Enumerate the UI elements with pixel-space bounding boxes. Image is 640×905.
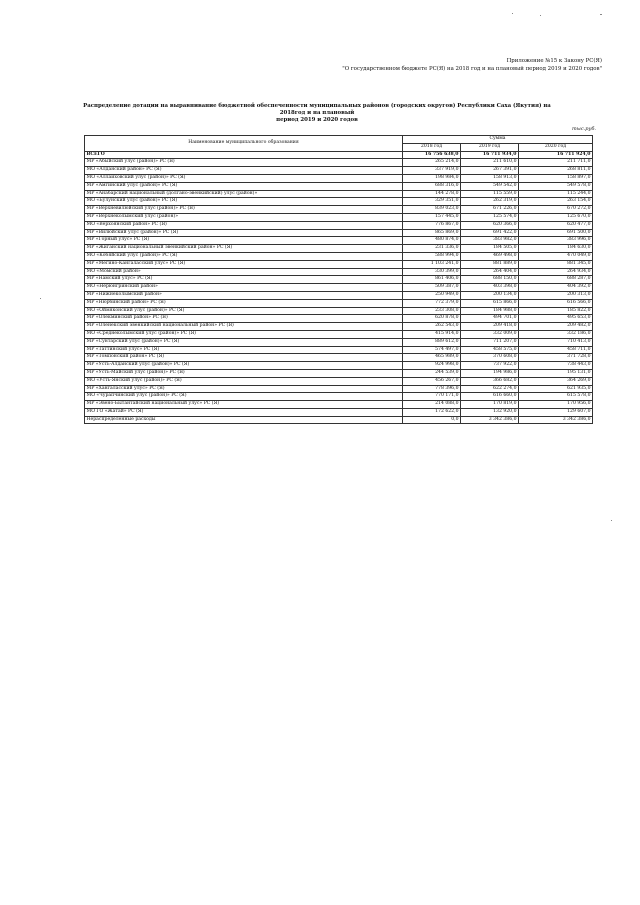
cell-municipality: МР «Мегино-Кангаласский улус» РС (Я): [85, 260, 403, 268]
cell-municipality: МО «Верхоянский район» РС (Я): [85, 221, 403, 229]
cell-amount-2019: 458 575,0: [461, 346, 519, 354]
cell-amount-2019: 332 009,0: [461, 330, 519, 338]
cell-amount-2020: 691 500,0: [519, 229, 593, 237]
cell-amount-2019: 370 608,0: [461, 354, 519, 362]
cell-amount-2018: 265 214,0: [403, 159, 461, 167]
cell-amount-2019: 200 134,0: [461, 291, 519, 299]
cell-municipality: МР «Нюрбинский район» РС (Я): [85, 299, 403, 307]
scan-speck: [600, 14, 602, 15]
cell-amount-2019: 211 610,0: [461, 159, 519, 167]
cell-municipality: МО «Момский район»: [85, 268, 403, 276]
document-title: [82, 103, 552, 124]
cell-amount-2020: 129 607,0: [519, 408, 593, 416]
scan-speck: [512, 13, 513, 14]
cell-municipality: МО «Кобяйский улус (район)» РС (Я): [85, 252, 403, 260]
table-row: [85, 174, 593, 182]
cell-amount-2018: 198 984,0: [403, 174, 461, 182]
cell-municipality: МР «Олекминский район» РС (Я): [85, 315, 403, 323]
cell-municipality: МР «Анабарский национальный (долгано-эвенкийский) улус (район)»: [85, 190, 403, 198]
cell-municipality: МР «Эвено-Бытантайский национальный улус» РС (Я): [85, 401, 403, 409]
table-row: [85, 354, 593, 362]
cell-municipality: МР «Абыйский улус (район)» РС (Я): [85, 159, 403, 167]
table-row-total: [85, 151, 593, 159]
cell-amount-2018: 770 171,0: [403, 393, 461, 401]
cell-amount-2018: 214 088,0: [403, 401, 461, 409]
cell-amount-2019: 671 226,0: [461, 206, 519, 214]
cell-amount-2018: 480 874,0: [403, 237, 461, 245]
cell-amount-2020: 16 711 924,0: [519, 151, 593, 159]
cell-amount-2020: 710 413,0: [519, 338, 593, 346]
cell-amount-2018: 231 336,0: [403, 245, 461, 253]
cell-amount-2018: 865 869,0: [403, 229, 461, 237]
cell-amount-2019: 620 366,0: [461, 221, 519, 229]
table-row: [85, 315, 593, 323]
cell-amount-2020: 458 711,0: [519, 346, 593, 354]
table-header: [85, 136, 593, 152]
cell-amount-2020: 615 578,0: [519, 393, 593, 401]
cell-amount-2018: 778 396,0: [403, 385, 461, 393]
cell-amount-2020: 185 822,0: [519, 307, 593, 315]
cell-amount-2019: 125 574,0: [461, 213, 519, 221]
table-row: [85, 182, 593, 190]
cell-amount-2019: 267 391,0: [461, 167, 519, 175]
cell-municipality: МР «Таттинский улус» РС (Я): [85, 346, 403, 354]
cell-municipality: МО ГО «Жатай» РС (Я): [85, 408, 403, 416]
cell-amount-2019: 494 701,0: [461, 315, 519, 323]
cell-amount-2020: 3 342 386,0: [519, 416, 593, 424]
cell-amount-2020: 268 811,0: [519, 167, 593, 175]
table-row: [85, 330, 593, 338]
cell-amount-2020: 495 653,0: [519, 315, 593, 323]
cell-amount-2018: 861 406,0: [403, 276, 461, 284]
cell-amount-2020: 404 392,0: [519, 284, 593, 292]
table-row: [85, 362, 593, 370]
cell-amount-2018: 330 399,0: [403, 268, 461, 276]
table-row: [85, 307, 593, 315]
column-header-year-2018: 2018 год: [403, 143, 461, 151]
table-row: [85, 408, 593, 416]
subsidy-distribution-table: [84, 135, 593, 424]
cell-amount-2019: 209 418,0: [461, 323, 519, 331]
cell-municipality: МР «Амгинский улус (район)» РС (Я): [85, 182, 403, 190]
cell-amount-2018: 233 308,0: [403, 307, 461, 315]
cell-amount-2018: 250 949,0: [403, 291, 461, 299]
table-row: [85, 268, 593, 276]
appendix-line-1: Приложение №15 к Закону РС(Я): [506, 58, 602, 64]
cell-amount-2020: 209 482,0: [519, 323, 593, 331]
cell-amount-2020: 195 131,0: [519, 369, 593, 377]
cell-amount-2018: 172 622,0: [403, 408, 461, 416]
cell-municipality: МР «Верхневилюйский улус (район)» РС (Я): [85, 206, 403, 214]
table-row: [85, 252, 593, 260]
cell-municipality: МР «Сунтарский улус (район)» РС (Я): [85, 338, 403, 346]
table-row: [85, 229, 593, 237]
cell-amount-2018: 509 387,0: [403, 284, 461, 292]
table-row: [85, 323, 593, 331]
cell-amount-2018: 772 379,0: [403, 299, 461, 307]
cell-amount-2018: 588 994,0: [403, 252, 461, 260]
table-row: [85, 346, 593, 354]
cell-amount-2018: 329 351,0: [403, 198, 461, 206]
cell-amount-2018: 574 497,0: [403, 346, 461, 354]
cell-amount-2019: 615 866,0: [461, 299, 519, 307]
cell-amount-2019: 881 889,0: [461, 260, 519, 268]
cell-municipality: МО «Булунский улус (район)» РС (Я): [85, 198, 403, 206]
cell-municipality: МО «Аллаиховский улус (район)» РС (Я): [85, 174, 403, 182]
table-row: [85, 369, 593, 377]
cell-amount-2018: 889 612,0: [403, 338, 461, 346]
cell-amount-2020: 470 049,0: [519, 252, 593, 260]
table-row: [85, 198, 593, 206]
cell-municipality: МР «Нижнеколымский район»: [85, 291, 403, 299]
cell-amount-2019: 403 398,0: [461, 284, 519, 292]
cell-municipality: МО «Оймяконский улус (район)» РС (Я): [85, 307, 403, 315]
cell-amount-2019: 469 498,0: [461, 252, 519, 260]
table-row: [85, 416, 593, 424]
table-row: [85, 276, 593, 284]
cell-amount-2018: 0,0: [403, 416, 461, 424]
table-body: [85, 151, 593, 424]
cell-amount-2018: 16 756 638,0: [403, 151, 461, 159]
scan-speck: [40, 298, 41, 299]
cell-amount-2019: 184 505,0: [461, 245, 519, 253]
cell-amount-2019: 158 913,0: [461, 174, 519, 182]
table-row: [85, 159, 593, 167]
cell-amount-2019: 132 920,0: [461, 408, 519, 416]
table-row: [85, 260, 593, 268]
cell-municipality: МР «Усть-Майский улус (район)» РС (Я): [85, 369, 403, 377]
table-row: [85, 385, 593, 393]
cell-amount-2020: 549 578,0: [519, 182, 593, 190]
table-row: [85, 213, 593, 221]
cell-amount-2018: 415 914,0: [403, 330, 461, 338]
cell-amount-2020: 383 996,0: [519, 237, 593, 245]
table-row: [85, 291, 593, 299]
cell-amount-2018: 620 878,0: [403, 315, 461, 323]
cell-amount-2020: 125 670,0: [519, 213, 593, 221]
table-row: [85, 221, 593, 229]
cell-amount-2018: 688 316,0: [403, 182, 461, 190]
cell-municipality: МО «Нерюнгринский район»: [85, 284, 403, 292]
cell-municipality: МО «Чурапчинский улус (район)» РС (Я): [85, 393, 403, 401]
cell-amount-2018: 244 539,0: [403, 369, 461, 377]
column-header-name: Наименование муниципального образования: [85, 136, 403, 152]
cell-amount-2018: 456 267,0: [403, 377, 461, 385]
cell-amount-2019: 688 150,0: [461, 276, 519, 284]
cell-amount-2018: 776 867,0: [403, 221, 461, 229]
cell-amount-2019: 184 988,0: [461, 307, 519, 315]
cell-amount-2019: 3 342 386,0: [461, 416, 519, 424]
cell-municipality: МР «Хангаласский улус» РС (Я): [85, 385, 403, 393]
column-header-sum: Сумма: [403, 136, 593, 144]
column-header-year-2020: 2020 год: [519, 143, 593, 151]
cell-municipality: МР «Жиганский национальный эвенкийский район» РС (Я): [85, 245, 403, 253]
cell-amount-2020: 263 154,0: [519, 198, 593, 206]
cell-municipality: МР «Усть-Алданский улус (район)» РС (Я): [85, 362, 403, 370]
cell-amount-2019: 366 682,0: [461, 377, 519, 385]
cell-amount-2020: 184 630,0: [519, 245, 593, 253]
scan-speck: [540, 15, 541, 16]
cell-municipality: МР «Намский улус» РС (Я): [85, 276, 403, 284]
cell-municipality: МО «Среднеколымский улус (район)» РС (Я): [85, 330, 403, 338]
cell-amount-2020: 200 313,0: [519, 291, 593, 299]
cell-amount-2018: 465 989,0: [403, 354, 461, 362]
cell-amount-2019: 622 274,0: [461, 385, 519, 393]
cell-amount-2019: 549 542,0: [461, 182, 519, 190]
units-label: тыс.руб.: [572, 126, 596, 132]
cell-amount-2020: 670 272,0: [519, 206, 593, 214]
cell-amount-2020: 158 897,0: [519, 174, 593, 182]
table-row: [85, 284, 593, 292]
cell-amount-2018: 144 278,0: [403, 190, 461, 198]
cell-municipality: МР «Горный улус» РС (Я): [85, 237, 403, 245]
cell-municipality: МР «Томпонский район» РС (Я): [85, 354, 403, 362]
cell-amount-2020: 364 269,0: [519, 377, 593, 385]
cell-amount-2018: 157 445,0: [403, 213, 461, 221]
cell-amount-2019: 737 922,0: [461, 362, 519, 370]
cell-amount-2019: 264 404,0: [461, 268, 519, 276]
table-row: [85, 190, 593, 198]
cell-amount-2018: 337 919,0: [403, 167, 461, 175]
table-row: [85, 393, 593, 401]
cell-municipality: ВСЕГО: [85, 151, 403, 159]
title-line-2: период 2019 и 2020 годов: [276, 117, 358, 123]
cell-amount-2020: 688 287,0: [519, 276, 593, 284]
table-row: [85, 206, 593, 214]
table-row: [85, 237, 593, 245]
cell-municipality: МР «Оленекский эвенкийский национальный район» РС (Я): [85, 323, 403, 331]
cell-municipality: МО «Усть-Янский улус (район)» РС (Я): [85, 377, 403, 385]
cell-amount-2019: 16 711 934,0: [461, 151, 519, 159]
table-row: [85, 167, 593, 175]
appendix-line-2: "О государственном бюджете РС(Я) на 2018 год и на плановый период 2019 и 2020 годов": [342, 65, 602, 72]
cell-amount-2019: 616 660,0: [461, 393, 519, 401]
cell-amount-2020: 264 934,0: [519, 268, 593, 276]
cell-municipality: МО «Алданский район» РС (Я): [85, 167, 403, 175]
cell-amount-2019: 262 319,0: [461, 198, 519, 206]
cell-amount-2018: 839 023,0: [403, 206, 461, 214]
cell-amount-2020: 332 186,0: [519, 330, 593, 338]
cell-amount-2018: 924 998,0: [403, 362, 461, 370]
cell-amount-2019: 194 986,0: [461, 369, 519, 377]
cell-amount-2019: 115 559,0: [461, 190, 519, 198]
table-row: [85, 338, 593, 346]
scan-speck: [611, 520, 612, 521]
cell-amount-2020: 738 443,0: [519, 362, 593, 370]
cell-amount-2018: 1 103 241,0: [403, 260, 461, 268]
table-row: [85, 401, 593, 409]
cell-amount-2020: 620 477,0: [519, 221, 593, 229]
cell-amount-2020: 371 728,0: [519, 354, 593, 362]
appendix-reference: [342, 58, 602, 73]
cell-amount-2018: 262 543,0: [403, 323, 461, 331]
table-row: [85, 377, 593, 385]
cell-amount-2019: 383 982,0: [461, 237, 519, 245]
cell-amount-2020: 115 244,0: [519, 190, 593, 198]
cell-municipality: МР «Вилюйский улус (район)» РС (Я): [85, 229, 403, 237]
cell-amount-2020: 621 935,0: [519, 385, 593, 393]
table-row: [85, 299, 593, 307]
cell-amount-2020: 616 566,0: [519, 299, 593, 307]
cell-amount-2020: 170 956,0: [519, 401, 593, 409]
cell-municipality: МР «Верхнеколымский улус (район)»: [85, 213, 403, 221]
column-header-year-2019: 2019 год: [461, 143, 519, 151]
table-row: [85, 245, 593, 253]
title-line-1: Распределение дотации на выравнивание бюджетной обеспеченности муниципальных районов (городских округов) Республики Саха (Якутия) на 2018год и на плановый: [83, 103, 551, 116]
cell-amount-2020: 211 711,0: [519, 159, 593, 167]
cell-amount-2020: 881 345,0: [519, 260, 593, 268]
cell-amount-2019: 691 422,0: [461, 229, 519, 237]
cell-municipality: Нераспределенные расходы: [85, 416, 403, 424]
cell-amount-2019: 711 207,0: [461, 338, 519, 346]
cell-amount-2019: 170 819,0: [461, 401, 519, 409]
